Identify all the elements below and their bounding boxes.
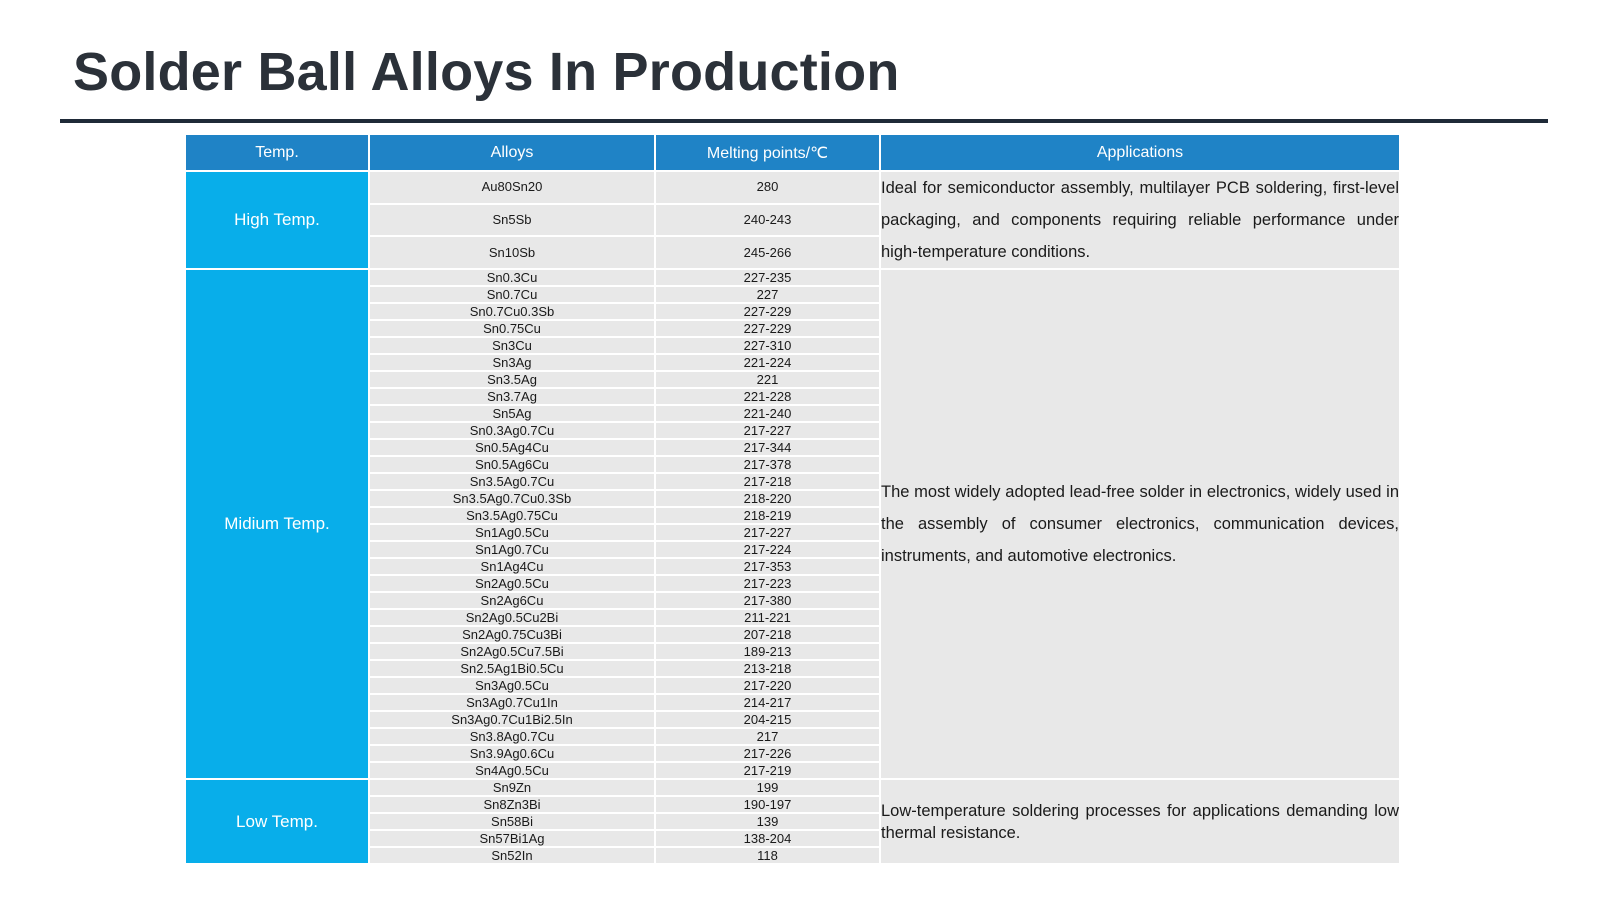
alloy-cell: Sn10Sb bbox=[369, 236, 655, 269]
alloy-cell: Sn3.5Ag0.75Cu bbox=[369, 507, 655, 524]
table-row bbox=[185, 171, 1400, 204]
alloy-cell: Sn0.75Cu bbox=[369, 320, 655, 337]
melting-point-cell: 217-224 bbox=[655, 541, 880, 558]
alloy-cell: Sn3.5Ag0.7Cu bbox=[369, 473, 655, 490]
melting-point-cell: 227-235 bbox=[655, 269, 880, 286]
melting-point-cell: 217-218 bbox=[655, 473, 880, 490]
table-row bbox=[185, 269, 1400, 286]
melting-point-cell: 280 bbox=[655, 171, 880, 204]
alloy-cell: Sn5Sb bbox=[369, 204, 655, 237]
alloy-cell: Sn57Bi1Ag bbox=[369, 830, 655, 847]
alloy-cell: Sn2Ag0.5Cu7.5Bi bbox=[369, 643, 655, 660]
melting-point-cell: 118 bbox=[655, 847, 880, 864]
alloy-cell: Sn2Ag6Cu bbox=[369, 592, 655, 609]
melting-point-cell: 199 bbox=[655, 779, 880, 796]
alloy-cell: Sn3.9Ag0.6Cu bbox=[369, 745, 655, 762]
melting-point-cell: 211-221 bbox=[655, 609, 880, 626]
alloy-cell: Sn3Ag0.5Cu bbox=[369, 677, 655, 694]
melting-point-cell: 217-353 bbox=[655, 558, 880, 575]
header-applications: Applications bbox=[880, 134, 1400, 171]
melting-point-cell: 227-229 bbox=[655, 303, 880, 320]
alloy-cell: Sn0.5Ag6Cu bbox=[369, 456, 655, 473]
alloy-cell: Au80Sn20 bbox=[369, 171, 655, 204]
melting-point-cell: 190-197 bbox=[655, 796, 880, 813]
table-header-row bbox=[185, 134, 1400, 171]
alloy-cell: Sn3.5Ag0.7Cu0.3Sb bbox=[369, 490, 655, 507]
alloy-cell: Sn0.7Cu bbox=[369, 286, 655, 303]
alloy-cell: Sn8Zn3Bi bbox=[369, 796, 655, 813]
melting-point-cell: 214-217 bbox=[655, 694, 880, 711]
melting-point-cell: 217-227 bbox=[655, 524, 880, 541]
melting-point-cell: 221-228 bbox=[655, 388, 880, 405]
melting-point-cell: 213-218 bbox=[655, 660, 880, 677]
high-temp-label: High Temp. bbox=[185, 171, 369, 269]
alloy-cell: Sn4Ag0.5Cu bbox=[369, 762, 655, 779]
melting-point-cell: 189-213 bbox=[655, 643, 880, 660]
table-body bbox=[185, 171, 1400, 864]
melting-point-cell: 221 bbox=[655, 371, 880, 388]
alloy-cell: Sn3Cu bbox=[369, 337, 655, 354]
melting-point-cell: 217 bbox=[655, 728, 880, 745]
alloy-cell: Sn3Ag0.7Cu1Bi2.5In bbox=[369, 711, 655, 728]
alloy-cell: Sn3Ag0.7Cu1In bbox=[369, 694, 655, 711]
melting-point-cell: 204-215 bbox=[655, 711, 880, 728]
melting-point-cell: 217-220 bbox=[655, 677, 880, 694]
melting-point-cell: 221-224 bbox=[655, 354, 880, 371]
alloy-table bbox=[184, 133, 1401, 865]
header-melting-points: Melting points/℃ bbox=[655, 134, 880, 171]
alloy-cell: Sn3Ag bbox=[369, 354, 655, 371]
melting-point-cell: 217-380 bbox=[655, 592, 880, 609]
melting-point-cell: 221-240 bbox=[655, 405, 880, 422]
alloy-cell: Sn3.7Ag bbox=[369, 388, 655, 405]
alloy-cell: Sn5Ag bbox=[369, 405, 655, 422]
melting-point-cell: 138-204 bbox=[655, 830, 880, 847]
alloy-cell: Sn2Ag0.5Cu2Bi bbox=[369, 609, 655, 626]
medium-temp-label: Midium Temp. bbox=[185, 269, 369, 779]
melting-point-cell: 217-219 bbox=[655, 762, 880, 779]
alloy-cell: Sn3.5Ag bbox=[369, 371, 655, 388]
header-alloys: Alloys bbox=[369, 134, 655, 171]
low-temp-application: Low-temperature soldering processes for applications demanding low thermal resistance. bbox=[880, 779, 1400, 864]
medium-temp-application: The most widely adopted lead-free solder in electronics, widely used in the assembly of consumer electronics, communication devices, instruments, and automotive electronics. bbox=[880, 269, 1400, 779]
table-row bbox=[185, 779, 1400, 796]
alloy-cell: Sn2Ag0.5Cu bbox=[369, 575, 655, 592]
alloy-cell: Sn0.3Cu bbox=[369, 269, 655, 286]
melting-point-cell: 218-219 bbox=[655, 507, 880, 524]
melting-point-cell: 139 bbox=[655, 813, 880, 830]
alloy-cell: Sn58Bi bbox=[369, 813, 655, 830]
page-title: Solder Ball Alloys In Production bbox=[73, 42, 900, 102]
alloy-cell: Sn1Ag0.5Cu bbox=[369, 524, 655, 541]
alloy-cell: Sn1Ag4Cu bbox=[369, 558, 655, 575]
alloy-cell: Sn2.5Ag1Bi0.5Cu bbox=[369, 660, 655, 677]
alloy-cell: Sn52In bbox=[369, 847, 655, 864]
melting-point-cell: 227-229 bbox=[655, 320, 880, 337]
melting-point-cell: 217-344 bbox=[655, 439, 880, 456]
header-temp: Temp. bbox=[185, 134, 369, 171]
alloy-cell: Sn2Ag0.75Cu3Bi bbox=[369, 626, 655, 643]
alloy-cell: Sn0.3Ag0.7Cu bbox=[369, 422, 655, 439]
alloy-cell: Sn3.8Ag0.7Cu bbox=[369, 728, 655, 745]
alloy-cell: Sn0.5Ag4Cu bbox=[369, 439, 655, 456]
melting-point-cell: 218-220 bbox=[655, 490, 880, 507]
melting-point-cell: 207-218 bbox=[655, 626, 880, 643]
alloy-cell: Sn0.7Cu0.3Sb bbox=[369, 303, 655, 320]
high-temp-application: Ideal for semiconductor assembly, multilayer PCB soldering, first-level packaging, and components requiring reliable performance under high-temperature conditions. bbox=[880, 171, 1400, 269]
melting-point-cell: 217-223 bbox=[655, 575, 880, 592]
melting-point-cell: 217-227 bbox=[655, 422, 880, 439]
melting-point-cell: 217-378 bbox=[655, 456, 880, 473]
melting-point-cell: 217-226 bbox=[655, 745, 880, 762]
low-temp-label: Low Temp. bbox=[185, 779, 369, 864]
alloy-cell: Sn9Zn bbox=[369, 779, 655, 796]
melting-point-cell: 227-310 bbox=[655, 337, 880, 354]
melting-point-cell: 245-266 bbox=[655, 236, 880, 269]
melting-point-cell: 240-243 bbox=[655, 204, 880, 237]
melting-point-cell: 227 bbox=[655, 286, 880, 303]
title-divider bbox=[60, 119, 1548, 123]
alloy-cell: Sn1Ag0.7Cu bbox=[369, 541, 655, 558]
